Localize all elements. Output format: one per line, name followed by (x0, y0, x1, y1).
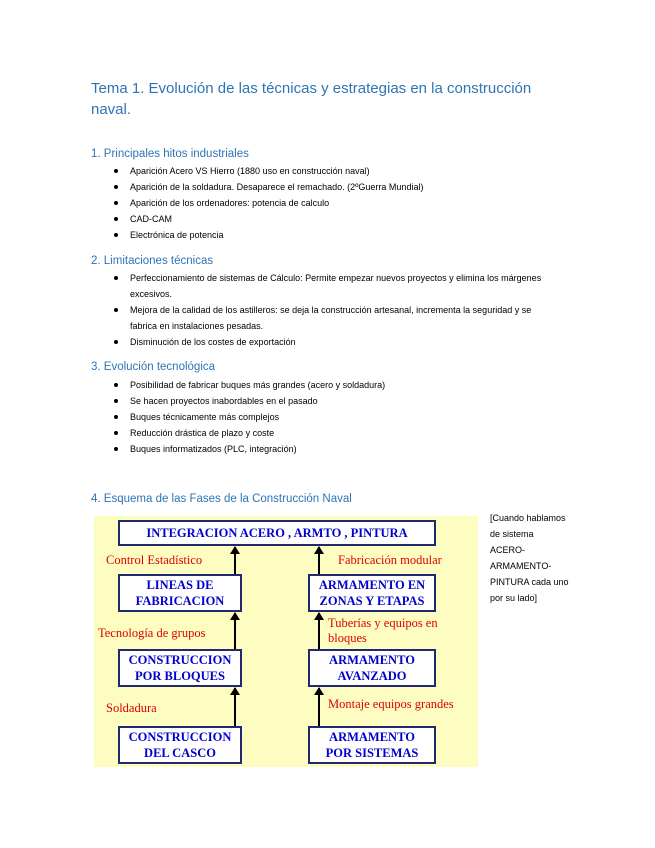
section-1-list (110, 163, 555, 243)
label-group-technology: Tecnología de grupos (98, 626, 206, 640)
label-welding: Soldadura (106, 701, 157, 715)
list-item: Reducción drástica de plazo y coste (110, 425, 555, 441)
up-arrow-icon (318, 613, 320, 649)
left-box-hull: CONSTRUCCION DEL CASCO (118, 726, 242, 764)
list-item: CAD-CAM (110, 211, 555, 227)
section-heading-2: 2. Limitaciones técnicas (91, 255, 214, 267)
section-3-list (110, 377, 555, 457)
up-arrow-icon (234, 547, 236, 574)
page-title: Tema 1. Evolución de las técnicas y estrategias en la construcción naval. (91, 80, 532, 118)
left-box-lines: LINEAS DE FABRICACION (118, 574, 242, 612)
up-arrow-icon (318, 547, 320, 574)
section-heading-4: 4. Esquema de las Fases de la Construcción Naval (91, 493, 352, 505)
integration-box: INTEGRACION ACERO , ARMTO , PINTURA (118, 520, 436, 546)
list-item: Disminución de los costes de exportación (110, 334, 555, 350)
up-arrow-icon (234, 613, 236, 649)
label-modular-fabrication: Fabricación modular (338, 553, 442, 567)
right-box-systems: ARMAMENTO POR SISTEMAS (308, 726, 436, 764)
list-item: Aparición Acero VS Hierro (1880 uso en construcción naval) (110, 163, 555, 179)
list-item: Aparición de los ordenadores: potencia de calculo (110, 195, 555, 211)
list-item: Electrónica de potencia (110, 227, 555, 243)
right-box-zones: ARMAMENTO EN ZONAS Y ETAPAS (308, 574, 436, 612)
up-arrow-icon (234, 688, 236, 726)
section-2-list (110, 270, 555, 350)
list-item: Buques informatizados (PLC, integración) (110, 441, 555, 457)
list-item: Aparición de la soldadura. Desaparece el remachado. (2ºGuerra Mundial) (110, 179, 555, 195)
left-box-blocks: CONSTRUCCION POR BLOQUES (118, 649, 242, 687)
list-item: Posibilidad de fabricar buques más grandes (acero y soldadura) (110, 377, 555, 393)
list-item: Perfeccionamiento de sistemas de Cálculo: Permite empezar nuevos proyectos y elimina los márgenes excesivos. (110, 270, 555, 302)
construction-phases-diagram (94, 516, 478, 767)
list-item: Se hacen proyectos inabordables en el pasado (110, 393, 555, 409)
section-heading-1: 1. Principales hitos industriales (91, 148, 249, 160)
side-note: [Cuando hablamos de sistema ACERO-ARMAMENTO-PINTURA cada uno por su lado] (490, 513, 569, 603)
section-heading-3: 3. Evolución tecnológica (91, 361, 216, 373)
up-arrow-icon (318, 688, 320, 726)
label-pipes-equipment: Tuberías y equipos en bloques (328, 616, 438, 645)
label-large-equipment: Montaje equipos grandes (328, 697, 454, 711)
list-item: Buques técnicamente más complejos (110, 409, 555, 425)
label-statistical-control: Control Estadístico (106, 553, 203, 567)
list-item: Mejora de la calidad de los astilleros: se deja la construcción artesanal, incrementa la seguridad y se fabrica en instalaciones pesadas. (110, 302, 555, 334)
right-box-advanced: ARMAMENTO AVANZADO (308, 649, 436, 687)
